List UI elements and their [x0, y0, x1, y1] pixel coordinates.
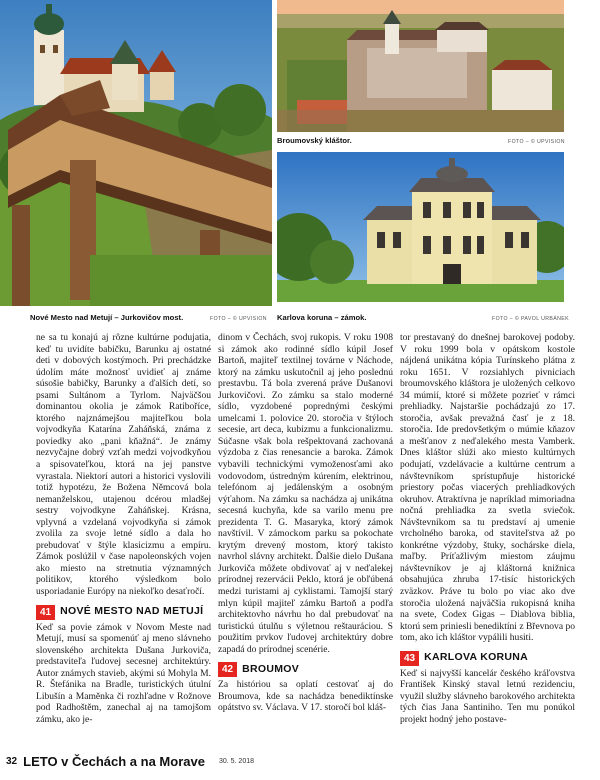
monastery-caption: Broumovský kláštor. — [277, 136, 352, 145]
column-1-paragraph: ne sa tu konajú aj rôzne kultúrne podujatia, keď tu uvidíte babičku, Barunku aj ostatné deti v dobových kostýmoch. Pri prechádzke údolím máte možnosť uvidieť aj známe súsošie babičky, Barunky a ďalších detí, so psami Sultánom a Tyrlom. Najväčšou dominantou okolia je zámok Ratiboříce, ktorého najznámejšou majiteľkou bola vojvodkyňa Katarína Zaháňská, známa z poviedky ako „pani kňažná“. Je známy nezvyčajne dobrý vzťah medzi vojvodkyňou a spisovateľkou, ktorá na jej panstve vyrastala. Niektorí autori a historici vyslovili totiž hypotézu, že Božena Němcová bola nemanželskou, utajenou dcérou mladšej sestry vojvodkyne Zaháňskej. Krásna, vplyvná a vzdelaná vojvodkyňa si zámok zvolila za svoje letné sídlo a dala ho prebudovať v štýle klasicizmu a empíru. Zámok poslúžil v čase napoleonských vojen ako miesto na stretnutia významných politikov, ktorého výsledkom bolo usporiadanie Európy na niekoľko desaťročí. — [36, 332, 211, 598]
chateau-caption: Karlova koruna – zámok. — [277, 313, 367, 322]
article-column-2 — [218, 332, 393, 734]
section-43-number: 43 — [400, 651, 419, 666]
article-column-1 — [36, 332, 211, 734]
bridge-caption: Nové Mesto nad Metují – Jurkovičov most. — [30, 313, 184, 322]
section-43-title: KARLOVA KORUNA — [424, 651, 529, 664]
section-42-number: 42 — [218, 662, 237, 677]
section-42-paragraph: Za históriou sa oplatí cestovať aj do Broumova, kde sa nachádza benediktínske opátstvo sv. Václava. V 17. storočí bol kláš- — [218, 679, 393, 714]
column-2-paragraph: dinom v Čechách, svoj rukopis. V roku 1908 si zámok ako rodinné sídlo kúpil Josef Bartoň, majiteľ textilnej továrne v Náchode, ktorý na zámku uskutočnil aj jeho poslednú prestavbu. Tá bola zverená práve Dušanovi Jurkovičovi. Zo zámku sa stalo moderné sídlo, vyzdobené poprednými českými umelcami 1. polovice 20. storočia v štýloch secesie, art deca, kubizmu a funkcionalizmu. Súčasne však bola rešpektovaná zachovaná výzdoba z čias renesancie a baroka. Zámok vybavili technickými vymoženosťami ako vodovodom, ústredným kúrením, elektrinou, telefónom aj jedálenským a osobným výťahom. Na zámku sa nachádza aj unikátna secesná kuchyňa, kde sa varilo menu pre prezidenta T. G. Masaryka, ktorý zámok navštívil. V zámockom parku sa pokochate krytým drevený mostom, ktorý takisto navrhol slávny architekt. Ďalšie dielo Dušana Jurkoviča môžete obdivovať aj v neďalekej prírodnej rezervácii Peklo, ktorá je obľúbená medzi turistami aj cyklistami. Tamojší starý mlyn kúpil majiteľ zámku Bartoň a podľa architektovho návrhu ho dal prebudovať na turistickú útulňu s výletnou reštauráciou. S použitím prvkov ľudovej architektúry dobre zapadá do prírodnej scenérie. — [218, 332, 393, 655]
section-41-paragraph: Keď sa povie zámok v Novom Meste nad Metují, musí sa spomenúť aj meno slávneho slovenského architekta Dušana Jurkoviča, predstaviteľa ľudovej secesnej architektúry. Autor známych stavieb, akými sú Mohyla M. R. Štefánika na Bradle, turistických útulní Libušín a Maměnka či rozhľadne v Rožnove pod Radhoštěm, zanechal aj na tamojšom zámku, ako je- — [36, 621, 211, 725]
bridge-credit: FOTO – © UPVISION — [210, 316, 267, 322]
issue-date: 30. 5. 2018 — [218, 757, 254, 765]
section-42-heading — [218, 662, 393, 677]
monastery-credit: FOTO – © UPVISION — [508, 139, 565, 145]
chateau-photo — [277, 152, 564, 302]
page-footer — [6, 750, 600, 772]
chateau-credit: FOTO – © PAVOL URBÁNEK — [492, 316, 569, 322]
column-3-paragraph: tor prestavaný do dnešnej barokovej podoby. V roku 1999 bola v opátskom kostole nájdená unikátna kópia Turínskeho plátna z roku 1651. V rozsiahlych pivniciach broumovského kláštora je uložených celkovo 34 múmií, ktoré si môžete pozrieť v rámci prehliadky. Najstaršie pochádzajú zo 17. storočia, avšak prevažná časť je z 18. storočia. Ide predovšetkým o múmie kňazov a mešťanov z neďalekého mesta Vamberk. Dnes kláštor slúži ako miesto kultúrnych podujatí, vzdelávacie a kultúrne centrum a návštevníkom sprístupňuje historické priestory počas viacerých prehliadkových okruhov. Atraktívna je napríklad mimoriadna nočná prehliadka za svetla sviečok. Návštevníkom sa tu predstaví aj umenie vrcholného baroka, od staviteľstva až po konkrétne výzdoby, štuky, sochárske diela, maľby. Príťažlivým miestom záujmu návštevníkov je aj kláštorná knižnica obsahujúca zhruba 17-tisíc historických zväzkov. Práve tu bolo po viac ako dve storočia uložená najväčšia rukopisná kniha na svete, Codex Gigas – Diablova biblia, ktorú sem priniesli benediktíni z Břevnova po tom, ako ich kláštor vypálili husiti. — [400, 332, 575, 644]
section-41-heading — [36, 605, 211, 620]
section-42-title: BROUMOV — [242, 663, 300, 676]
magazine-title: LETO v Čechách a na Morave — [23, 753, 205, 769]
page-number: 32 — [6, 755, 18, 767]
section-41-title: NOVÉ MESTO NAD METUJÍ — [60, 605, 204, 618]
section-41-number: 41 — [36, 605, 55, 620]
monastery-photo — [277, 0, 564, 132]
section-43-paragraph: Keď si najvyšší kancelár českého kráľovstva František Kinský staval letnú rezidenciu, využil služby slávneho barokového architekta tých čias Jana Santiniho. Ten mu ponúkol projekt hodný jeho postave- — [400, 667, 575, 725]
section-43-heading — [400, 651, 575, 666]
bridge-photo — [0, 0, 272, 306]
article-column-3 — [400, 332, 575, 734]
